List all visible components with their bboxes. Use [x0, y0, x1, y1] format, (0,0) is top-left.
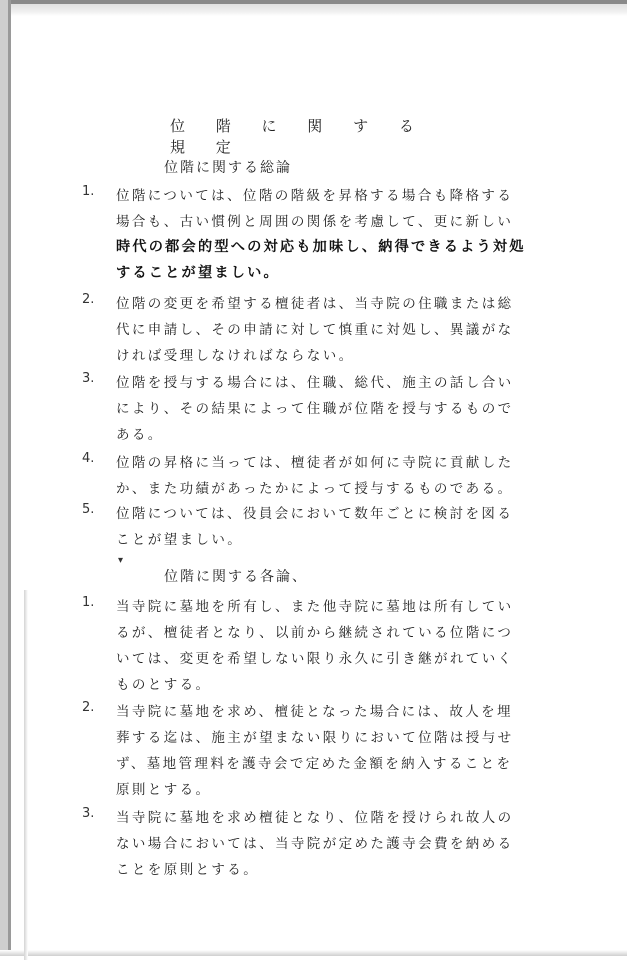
- item-number: 5.: [82, 502, 95, 517]
- item-line: 位階については、位階の階級を昇格する場合も降格する: [116, 188, 514, 204]
- item-line: ある。: [116, 427, 164, 443]
- item-line: 位階については、役員会において数年ごとに検討を図る: [116, 506, 514, 522]
- item-line: 原則とする。: [116, 782, 212, 798]
- scan-edge-bottom: [0, 950, 627, 956]
- item-line: 当寺院に墓地を求め、檀徒となった場合には、故人を埋: [116, 704, 513, 720]
- item-line: ず、墓地管理料を護寺会で定めた金額を納入することを: [116, 756, 513, 772]
- item-line: ことが望ましい。: [116, 532, 244, 548]
- item-number: 1.: [82, 184, 95, 199]
- item-line: ない場合においては、当寺院が定めた護寺会費を納める: [116, 836, 514, 852]
- item-line: 代に申請し、その申請に対して慎重に対処し、異議がな: [116, 322, 514, 338]
- item-line: 場合も、古い慣例と周囲の関係を考慮して、更に新しい: [116, 214, 514, 230]
- item-line: 葬する迄は、施主が望まない限りにおいて位階は授与せ: [116, 730, 514, 746]
- item-line: 当寺院に墓地を求め檀徒となり、位階を授けられ故人の: [116, 810, 514, 826]
- item-line: ければ受理しなければならない。: [116, 348, 355, 364]
- item-number: 2.: [82, 292, 95, 307]
- item-line: 位階の昇格に当っては、檀徒者が如何に寺院に貢献した: [116, 455, 514, 471]
- item-line: 位階を授与する場合には、住職、総代、施主の話し合い: [116, 375, 514, 391]
- scan-edge-left: [0, 0, 8, 956]
- section-heading-specific: 位階に関する各論、: [164, 569, 308, 585]
- item-number: 3.: [82, 806, 95, 821]
- scan-edge-top-line: [0, 0, 627, 4]
- document-title: 位 階 に 関 す る 規 定: [170, 117, 427, 156]
- item-line: することが望ましい。: [116, 265, 280, 281]
- section-heading-general: 位階に関する総論: [164, 160, 292, 176]
- item-number: 1.: [82, 595, 95, 610]
- item-line: 当寺院に墓地を所有し、また他寺院に墓地は所有してい: [116, 599, 514, 615]
- item-line: により、その結果によって住職が位階を授与するもので: [116, 401, 514, 417]
- scan-edge-left-shadow: [8, 0, 11, 956]
- item-line: ことを原則とする。: [116, 862, 260, 878]
- paper-fold-shadow: [24, 590, 28, 960]
- item-number: 3.: [82, 371, 95, 386]
- item-line: 位階の変更を希望する檀徒者は、当寺院の住職または総: [116, 296, 514, 312]
- item-number: 4.: [82, 451, 95, 466]
- item-line: か、また功績があったかによって授与するものである。: [116, 481, 514, 497]
- item-number: 2.: [82, 700, 95, 715]
- item-line: るが、檀徒者となり、以前から継続されている位階につ: [116, 625, 514, 641]
- item-line: いては、変更を希望しない限り永久に引き継がれていく: [116, 651, 514, 667]
- stray-ink-mark: ▾: [118, 555, 124, 566]
- item-line: 時代の都会的型への対応も加味し、納得できるよう対処: [116, 239, 526, 255]
- item-line: ものとする。: [116, 677, 212, 693]
